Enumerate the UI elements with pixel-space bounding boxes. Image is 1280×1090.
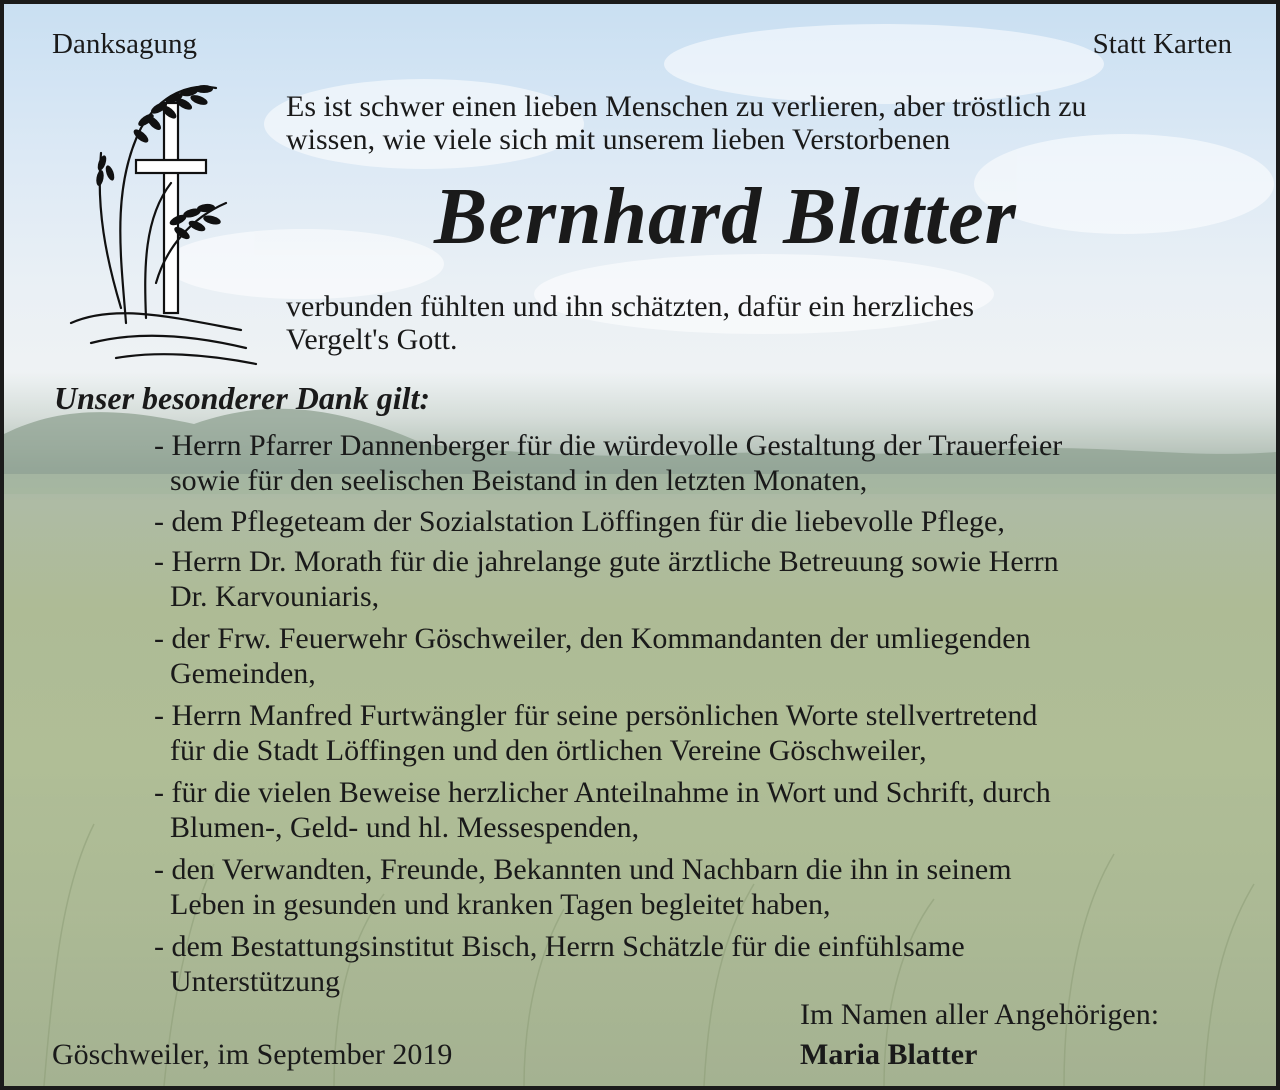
thanks-item xyxy=(154,544,1059,614)
thanks-item xyxy=(154,698,1037,768)
thanks-item-line: - Herrn Manfred Furtwängler für seine persönlichen Worte stellvertretend xyxy=(154,699,1038,732)
signatory-name: Maria Blatter xyxy=(800,1038,978,1071)
thanks-item-line: - für die vielen Beweise herzlicher Anteilnahme in Wort und Schrift, durch xyxy=(154,776,1051,809)
thanks-item xyxy=(154,852,1012,922)
thanks-item-line: - dem Bestattungsinstitut Bisch, Herrn Schätzle für die einfühlsame xyxy=(154,930,965,963)
thanks-item-line: - der Frw. Feuerwehr Göschweiler, den Kommandanten der umliegenden xyxy=(154,622,1031,655)
thanks-item xyxy=(154,775,1051,845)
outro-line-2: Vergelt's Gott. xyxy=(286,323,458,356)
thanks-heading: Unser besonderer Dank gilt: xyxy=(54,380,431,416)
thanks-item xyxy=(154,428,1062,498)
intro-line-2: wissen, wie viele sich mit unserem lieben Verstorbenen xyxy=(286,123,951,156)
intro-text xyxy=(286,90,1087,156)
thanks-item-line: Unterstützung xyxy=(170,965,340,998)
place-date: Göschweiler, im September 2019 xyxy=(52,1038,453,1071)
thanks-item-line: sowie für den seelischen Beistand in den letzten Monaten, xyxy=(170,464,868,497)
outro-text xyxy=(286,290,974,356)
intro-line-1: Es ist schwer einen lieben Menschen zu verlieren, aber tröstlich zu xyxy=(286,90,1087,123)
thanks-item-line: - dem Pflegeteam der Sozialstation Löffingen für die liebevolle Pflege, xyxy=(154,505,1005,538)
thanks-item xyxy=(154,929,965,999)
thanks-item-line: - Herrn Dr. Morath für die jahrelange gute ärztliche Betreuung sowie Herrn xyxy=(154,545,1059,578)
header-right-note: Statt Karten xyxy=(1092,28,1232,60)
thanks-item-line: - Herrn Pfarrer Dannenberger für die würdevolle Gestaltung der Trauerfeier xyxy=(154,429,1063,462)
thanks-item-line: Leben in gesunden und kranken Tagen begleitet haben, xyxy=(170,888,831,921)
thanks-item xyxy=(154,504,1005,539)
thanks-item-line: Blumen-, Geld- und hl. Messespenden, xyxy=(170,811,640,844)
thanks-item-line: - den Verwandten, Freunde, Bekannten und Nachbarn die ihn in seinem xyxy=(154,853,1012,886)
thanks-item xyxy=(154,621,1031,691)
thanks-item-line: für die Stadt Löffingen und den örtlichen Vereine Göschweiler, xyxy=(170,734,927,767)
thanks-item-line: Dr. Karvouniaris, xyxy=(170,580,380,613)
cross-with-wheat-emblem xyxy=(66,68,266,368)
header-left-title: Danksagung xyxy=(52,28,197,60)
on-behalf-line: Im Namen aller Angehörigen: xyxy=(800,998,1160,1031)
outro-line-1: verbunden fühlten und ihn schätzten, dafür ein herzliches xyxy=(286,290,975,323)
thanks-item-line: Gemeinden, xyxy=(170,657,316,690)
deceased-name: Bernhard Blatter xyxy=(434,173,1017,261)
